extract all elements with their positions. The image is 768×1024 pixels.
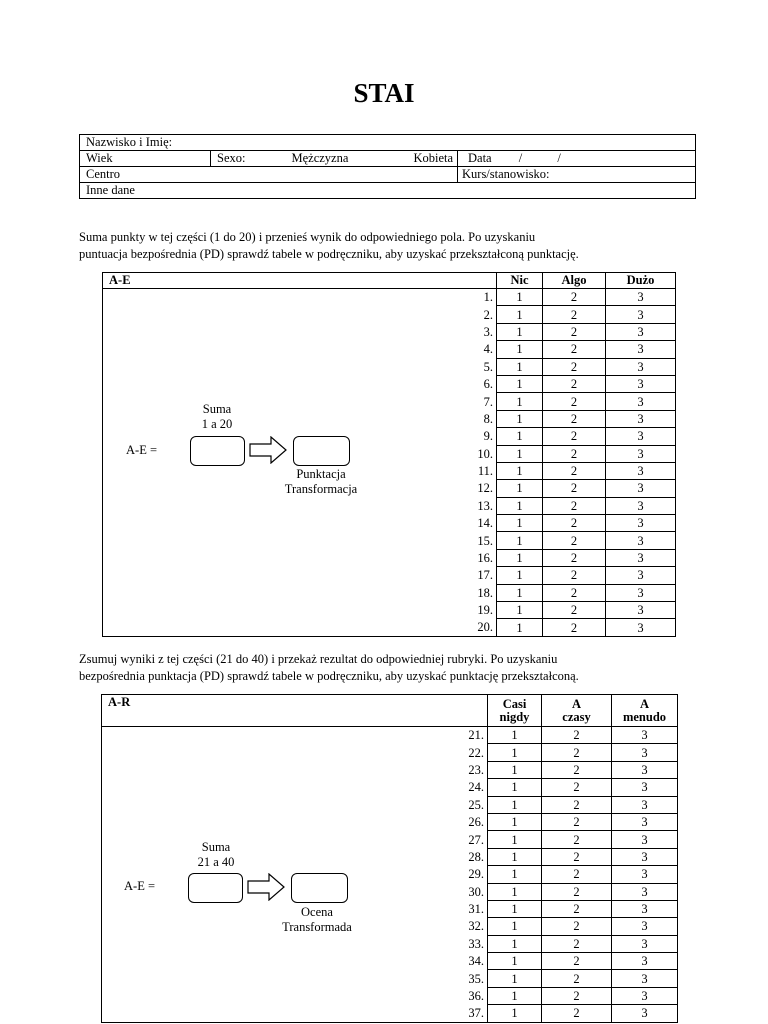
- item-row: [103, 602, 676, 619]
- item-number: 14.: [103, 515, 497, 532]
- response-option[interactable]: 1: [488, 744, 542, 761]
- response-option[interactable]: 3: [612, 987, 678, 1004]
- item-number: 16.: [103, 549, 497, 566]
- arrow-right-icon: [249, 436, 289, 464]
- response-option[interactable]: 2: [542, 727, 612, 744]
- response-option[interactable]: 3: [612, 779, 678, 796]
- response-option[interactable]: 3: [606, 358, 676, 375]
- response-option[interactable]: 1: [488, 935, 542, 952]
- response-option[interactable]: 2: [543, 341, 606, 358]
- response-option[interactable]: 3: [606, 480, 676, 497]
- age-field[interactable]: [80, 151, 211, 167]
- transformed-score-box[interactable]: [293, 436, 350, 466]
- response-option[interactable]: 1: [497, 532, 543, 549]
- response-option[interactable]: 1: [488, 987, 542, 1004]
- response-option[interactable]: 2: [542, 796, 612, 813]
- response-option[interactable]: 1: [497, 375, 543, 392]
- response-option[interactable]: 1: [488, 970, 542, 987]
- response-option[interactable]: 2: [542, 883, 612, 900]
- response-option[interactable]: 1: [497, 306, 543, 323]
- item-number: 13.: [103, 497, 497, 514]
- response-option[interactable]: 1: [488, 779, 542, 796]
- item-row: [103, 567, 676, 584]
- response-option[interactable]: 3: [606, 462, 676, 479]
- item-row: [103, 341, 676, 358]
- response-option[interactable]: 1: [488, 796, 542, 813]
- response-option[interactable]: 1: [488, 866, 542, 883]
- item-number: 35.: [102, 970, 488, 987]
- response-option[interactable]: 2: [542, 900, 612, 917]
- response-option[interactable]: 3: [612, 813, 678, 830]
- male-option[interactable]: [286, 151, 404, 167]
- response-option[interactable]: 1: [497, 480, 543, 497]
- date-separator: /: [557, 151, 561, 165]
- item-row: [103, 532, 676, 549]
- response-option[interactable]: 1: [488, 953, 542, 970]
- item-row: [102, 779, 678, 796]
- item-row: [103, 289, 676, 306]
- instructions-line: puntuacja bezpośrednia (PD) sprawdź tabele w podręczniku, aby uzyskać przekształconą punktację.: [79, 247, 579, 261]
- response-option[interactable]: 1: [497, 567, 543, 584]
- response-option[interactable]: 1: [488, 883, 542, 900]
- response-option[interactable]: 3: [606, 410, 676, 427]
- item-number: 19.: [103, 602, 497, 619]
- response-option[interactable]: 3: [606, 445, 676, 462]
- item-number: 3.: [103, 323, 497, 340]
- response-option[interactable]: 2: [543, 567, 606, 584]
- item-number: 36.: [102, 987, 488, 1004]
- response-option[interactable]: 2: [543, 289, 606, 306]
- column-header: Dużo: [606, 273, 676, 289]
- item-row: [103, 358, 676, 375]
- item-number: 21.: [102, 727, 488, 744]
- female-label: Kobieta: [413, 151, 454, 165]
- date-label: Data: [468, 151, 492, 165]
- response-option[interactable]: 3: [606, 289, 676, 306]
- column-header: A menudo: [612, 695, 678, 727]
- response-option[interactable]: 1: [497, 584, 543, 601]
- item-number: 6.: [103, 375, 497, 392]
- response-option[interactable]: 3: [606, 323, 676, 340]
- response-option[interactable]: 2: [543, 602, 606, 619]
- name-label: Nazwisko i Imię:: [86, 135, 173, 149]
- item-number: 24.: [102, 779, 488, 796]
- response-option[interactable]: 2: [543, 480, 606, 497]
- response-option[interactable]: 3: [606, 532, 676, 549]
- response-option[interactable]: 1: [497, 341, 543, 358]
- item-number: 9.: [103, 428, 497, 445]
- item-number: 7.: [103, 393, 497, 410]
- page-title: STAI: [353, 78, 415, 108]
- other-data-label: Inne dane: [86, 183, 135, 197]
- response-option[interactable]: 3: [606, 619, 676, 636]
- arrow-right-icon: [247, 873, 287, 901]
- item-row: [103, 462, 676, 479]
- item-row: [102, 727, 678, 744]
- response-option[interactable]: 3: [606, 602, 676, 619]
- item-row: [103, 375, 676, 392]
- response-option[interactable]: 2: [543, 428, 606, 445]
- response-option[interactable]: 1: [497, 445, 543, 462]
- item-number: 17.: [103, 567, 497, 584]
- response-option[interactable]: 2: [542, 813, 612, 830]
- item-number: 2.: [103, 306, 497, 323]
- response-option[interactable]: 3: [606, 567, 676, 584]
- male-label: Mężczyzna: [291, 151, 349, 165]
- section2-instructions: [79, 651, 699, 685]
- response-option[interactable]: 1: [488, 761, 542, 778]
- response-option[interactable]: 2: [543, 532, 606, 549]
- raw-score-box[interactable]: [190, 436, 245, 466]
- item-number: 1.: [103, 289, 497, 306]
- sum-label: Suma 1 a 20: [201, 402, 233, 431]
- response-option[interactable]: 3: [612, 918, 678, 935]
- response-option[interactable]: 3: [612, 935, 678, 952]
- response-option[interactable]: 2: [543, 515, 606, 532]
- response-option[interactable]: 3: [606, 515, 676, 532]
- response-option[interactable]: 2: [543, 497, 606, 514]
- instructions-line: bezpośrednia punktacja (PD) sprawdź tabele w podręczniku, aby uzyskać punktację przekształconą.: [79, 669, 579, 683]
- response-option[interactable]: 2: [543, 375, 606, 392]
- response-option[interactable]: 2: [542, 848, 612, 865]
- response-option[interactable]: 2: [542, 831, 612, 848]
- response-option[interactable]: 3: [612, 1005, 678, 1022]
- response-option[interactable]: 1: [497, 428, 543, 445]
- item-number: 12.: [103, 480, 497, 497]
- response-option[interactable]: 3: [612, 761, 678, 778]
- item-row: [103, 445, 676, 462]
- response-option[interactable]: 1: [488, 727, 542, 744]
- age-label: Wiek: [86, 151, 113, 165]
- item-number: 33.: [102, 935, 488, 952]
- response-option[interactable]: 3: [612, 848, 678, 865]
- response-option[interactable]: 1: [488, 831, 542, 848]
- response-option[interactable]: 2: [543, 462, 606, 479]
- response-option[interactable]: 2: [543, 323, 606, 340]
- item-number: 11.: [103, 462, 497, 479]
- response-option[interactable]: 3: [606, 584, 676, 601]
- response-option[interactable]: 1: [488, 918, 542, 935]
- response-option[interactable]: 3: [612, 883, 678, 900]
- item-row: [103, 515, 676, 532]
- response-option[interactable]: 2: [543, 445, 606, 462]
- item-number: 18.: [103, 584, 497, 601]
- scoring-table-ae: [102, 272, 676, 637]
- column-header: Algo: [543, 273, 606, 289]
- formula-label: A-E =: [126, 443, 157, 457]
- response-option[interactable]: 3: [606, 428, 676, 445]
- section1-instructions: [79, 229, 699, 263]
- response-option[interactable]: 2: [542, 953, 612, 970]
- raw-score-box[interactable]: [188, 873, 243, 903]
- item-number: 4.: [103, 341, 497, 358]
- scale-label: A-R: [102, 695, 488, 727]
- response-option[interactable]: 2: [543, 549, 606, 566]
- item-number: 28.: [102, 848, 488, 865]
- response-option[interactable]: 3: [606, 393, 676, 410]
- response-option[interactable]: 2: [543, 358, 606, 375]
- item-number: 23.: [102, 761, 488, 778]
- response-option[interactable]: 1: [497, 549, 543, 566]
- item-number: 37.: [102, 1005, 488, 1022]
- transform-label: Ocena Transformada: [282, 905, 352, 934]
- response-option[interactable]: 2: [542, 779, 612, 796]
- item-number: 8.: [103, 410, 497, 427]
- response-option[interactable]: 2: [542, 744, 612, 761]
- item-row: [102, 813, 678, 830]
- response-option[interactable]: 1: [497, 393, 543, 410]
- response-option[interactable]: 2: [543, 393, 606, 410]
- response-option[interactable]: 2: [542, 1005, 612, 1022]
- response-option[interactable]: 1: [497, 515, 543, 532]
- response-option[interactable]: 2: [543, 584, 606, 601]
- item-row: [102, 1005, 678, 1022]
- center-field[interactable]: [80, 167, 458, 183]
- response-option[interactable]: 3: [606, 306, 676, 323]
- response-option[interactable]: 3: [612, 831, 678, 848]
- center-label: Centro: [86, 167, 121, 181]
- response-option[interactable]: 1: [497, 462, 543, 479]
- item-number: 32.: [102, 918, 488, 935]
- transform-label: Punktacja Transformacja: [284, 467, 358, 496]
- response-option[interactable]: 2: [543, 410, 606, 427]
- instructions-line: Suma punkty w tej części (1 do 20) i przenieś wynik do odpowiedniego pola. Po uzyskaniu: [79, 230, 536, 244]
- item-number: 10.: [103, 445, 497, 462]
- response-option[interactable]: 3: [612, 744, 678, 761]
- sex-field: [211, 151, 286, 167]
- instructions-line: Zsumuj wyniki z tej części (21 do 40) i przekaż rezultat do odpowiedniej rubryki. Po uzyskaniu: [79, 652, 558, 666]
- item-row: [102, 970, 678, 987]
- item-number: 26.: [102, 813, 488, 830]
- course-label: Kurs/stanowisko:: [462, 167, 550, 181]
- name-field[interactable]: [80, 135, 696, 151]
- response-option[interactable]: 1: [497, 323, 543, 340]
- response-option[interactable]: 3: [612, 727, 678, 744]
- item-row: [103, 549, 676, 566]
- item-number: 22.: [102, 744, 488, 761]
- item-row: [102, 918, 678, 935]
- item-number: 34.: [102, 953, 488, 970]
- response-option[interactable]: 3: [612, 866, 678, 883]
- response-option[interactable]: 2: [542, 866, 612, 883]
- item-row: [103, 584, 676, 601]
- response-option[interactable]: 3: [612, 953, 678, 970]
- item-row: [103, 619, 676, 636]
- response-option[interactable]: 3: [612, 970, 678, 987]
- item-row: [103, 480, 676, 497]
- date-separator: /: [518, 151, 523, 165]
- response-option[interactable]: 1: [497, 497, 543, 514]
- item-row: [103, 323, 676, 340]
- item-number: 5.: [103, 358, 497, 375]
- item-number: 29.: [102, 866, 488, 883]
- response-option[interactable]: 1: [488, 1005, 542, 1022]
- item-row: [102, 744, 678, 761]
- response-option[interactable]: 3: [606, 549, 676, 566]
- response-option[interactable]: 1: [497, 358, 543, 375]
- response-option[interactable]: 3: [606, 497, 676, 514]
- response-option[interactable]: 1: [488, 813, 542, 830]
- date-field[interactable]: [458, 151, 696, 167]
- formula-label: A-E =: [124, 879, 155, 893]
- response-option[interactable]: 3: [612, 796, 678, 813]
- response-option[interactable]: 2: [542, 935, 612, 952]
- item-row: [102, 900, 678, 917]
- female-option[interactable]: [404, 151, 458, 167]
- header-form: [79, 134, 696, 199]
- item-row: [102, 935, 678, 952]
- column-header: Casi nigdy: [488, 695, 542, 727]
- sum-label: Suma 21 a 40: [197, 840, 235, 869]
- response-option[interactable]: 1: [497, 602, 543, 619]
- transformed-score-box[interactable]: [291, 873, 348, 903]
- item-row: [102, 796, 678, 813]
- item-row: [102, 987, 678, 1004]
- response-option[interactable]: 2: [542, 918, 612, 935]
- response-option[interactable]: 2: [542, 987, 612, 1004]
- item-row: [102, 953, 678, 970]
- response-option[interactable]: 1: [497, 619, 543, 636]
- response-option[interactable]: 3: [612, 900, 678, 917]
- item-number: 15.: [103, 532, 497, 549]
- response-option[interactable]: 3: [606, 341, 676, 358]
- item-number: 27.: [102, 831, 488, 848]
- response-option[interactable]: 2: [543, 619, 606, 636]
- sex-label: Sexo:: [217, 151, 246, 165]
- column-header: A czasy: [542, 695, 612, 727]
- column-header: Nic: [497, 273, 543, 289]
- response-option[interactable]: 1: [497, 289, 543, 306]
- item-number: 31.: [102, 900, 488, 917]
- response-option[interactable]: 1: [497, 410, 543, 427]
- response-option[interactable]: 1: [488, 900, 542, 917]
- item-row: [103, 306, 676, 323]
- item-number: 25.: [102, 796, 488, 813]
- course-field[interactable]: [458, 167, 696, 183]
- response-option[interactable]: 2: [543, 306, 606, 323]
- other-data-field[interactable]: [80, 183, 696, 199]
- response-option[interactable]: 2: [542, 761, 612, 778]
- response-option[interactable]: 1: [488, 848, 542, 865]
- scale-label: A-E: [103, 273, 497, 289]
- item-number: 30.: [102, 883, 488, 900]
- response-option[interactable]: 2: [542, 970, 612, 987]
- item-number: 20.: [103, 619, 497, 636]
- item-row: [103, 497, 676, 514]
- item-row: [102, 761, 678, 778]
- response-option[interactable]: 3: [606, 375, 676, 392]
